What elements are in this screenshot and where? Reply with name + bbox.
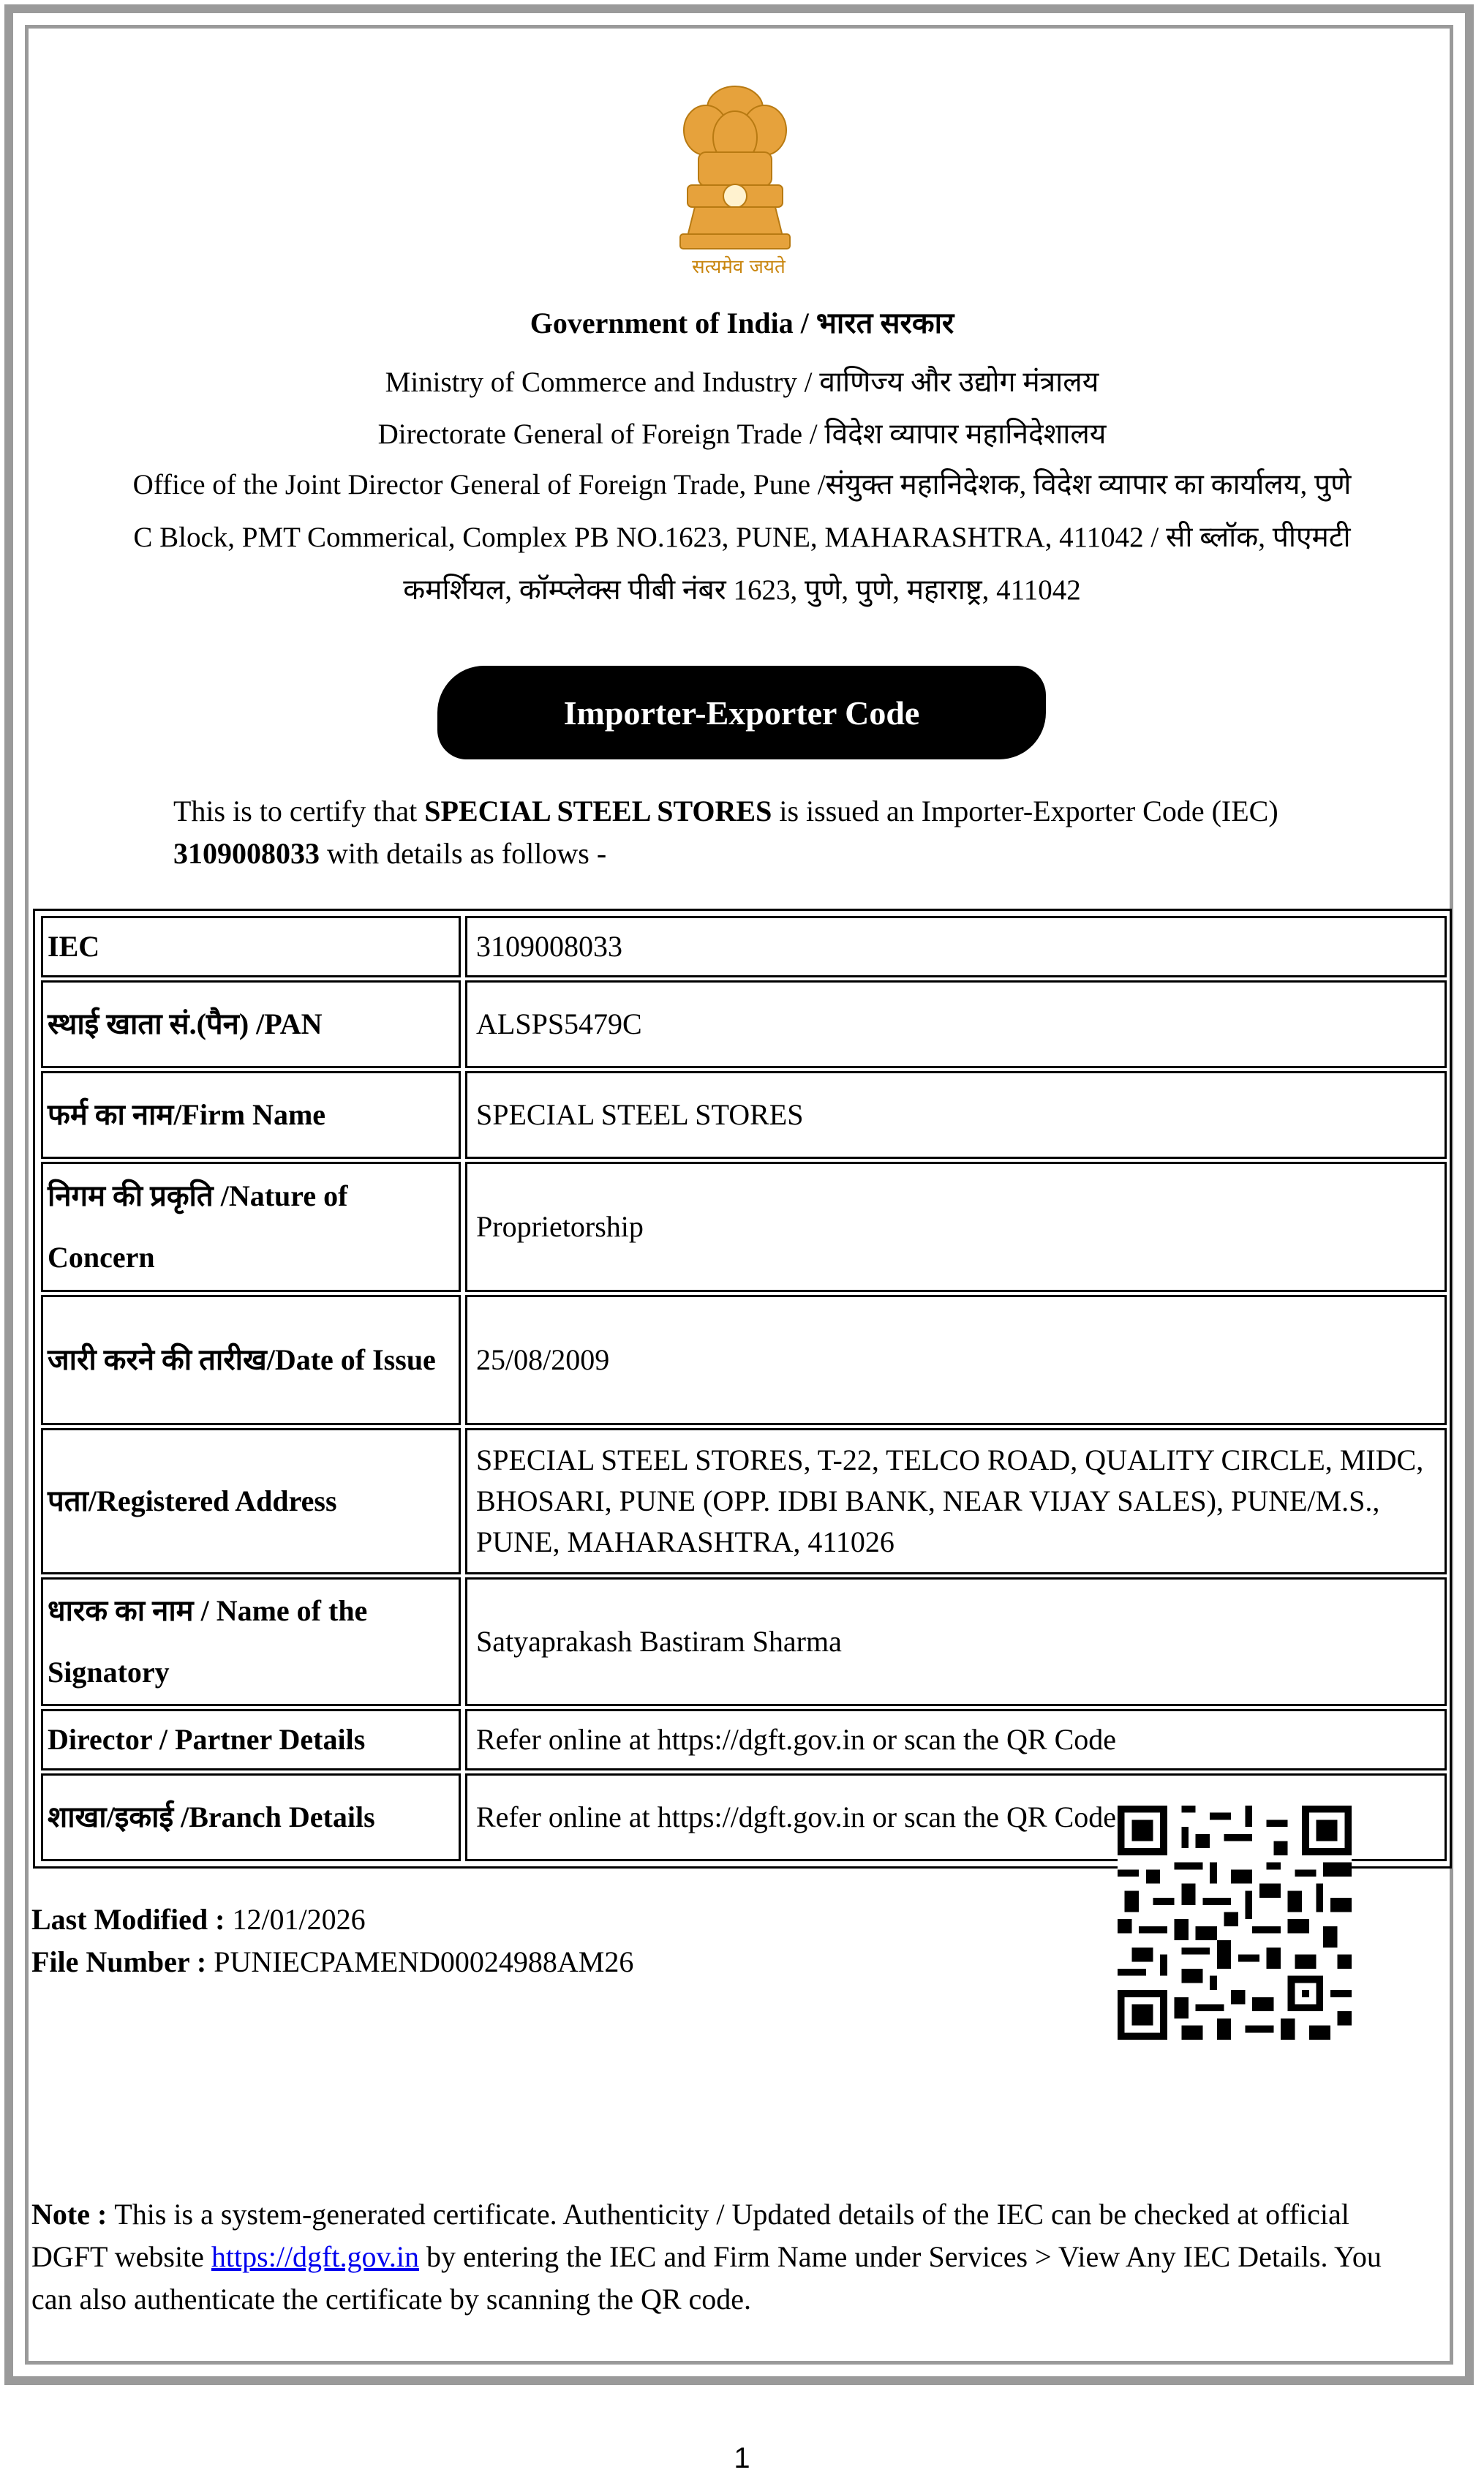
note-text-2: by entering the IEC and Firm Name under Services > View Any IEC Details. You can also authenticate the certificate by scanning the QR code. xyxy=(31,2240,1382,2316)
last-modified-label: Last Modified : xyxy=(31,1903,233,1936)
note-paragraph xyxy=(31,2193,1421,2321)
row-value-signatory-name: Satyaprakash Bastiram Sharma xyxy=(465,1577,1447,1706)
row-label-nature-of-concern: निगम की प्रकृति /Nature of Concern xyxy=(41,1162,461,1292)
government-title: Government of India / भारत सरकार xyxy=(530,307,954,339)
note-label: Note : xyxy=(31,2198,115,2231)
office-line: Office of the Joint Director General of Foreign Trade, Pune /संयुक्त महानिदेशक, विदेश व्यापार का कार्यालय, पुणे xyxy=(132,469,1352,500)
page-number: 1 xyxy=(734,2442,750,2474)
row-label-date-of-issue: जारी करने की तारीख/Date of Issue xyxy=(41,1295,461,1425)
office-address-line-1: C Block, PMT Commerical, Complex PB NO.1623, PUNE, MAHARASHTRA, 411042 / सी ब्लॉक, पीएमटी xyxy=(133,522,1351,553)
row-label-director-details: Director / Partner Details xyxy=(41,1709,461,1770)
document-title-banner xyxy=(437,666,1046,759)
office-address-line-2: कमर्शियल, कॉम्प्लेक्स पीबी नंबर 1623, पुणे, पुणे, महाराष्ट्र, 411042 xyxy=(403,574,1081,606)
certify-firm-name: SPECIAL STEEL STORES xyxy=(424,795,772,827)
certify-iec-number: 3109008033 xyxy=(173,837,320,870)
note-text-1: This is a system-generated certificate. Authenticity / Updated details of the IEC can be checked at official DGFT website xyxy=(31,2198,1349,2273)
row-value-pan: ALSPS5479C xyxy=(465,980,1447,1068)
file-number xyxy=(31,1945,633,1979)
row-value-firm-name: SPECIAL STEEL STORES xyxy=(465,1071,1447,1159)
row-label-pan: स्थाई खाता सं.(पैन) /PAN xyxy=(41,980,461,1068)
row-label-firm-name: फर्म का नाम/Firm Name xyxy=(41,1071,461,1159)
row-value-branch-details: Refer online at https://dgft.gov.in or scan the QR Code xyxy=(465,1773,1447,1861)
row-label-registered-address: पता/Registered Address xyxy=(41,1428,461,1574)
row-value-registered-address: SPECIAL STEEL STORES, T-22, TELCO ROAD, QUALITY CIRCLE, MIDC, BHOSARI, PUNE (OPP. IDBI BANK, NEAR VIJAY SALES), PUNE/M.S., PUNE, MAHARASHTRA, 411026 xyxy=(465,1428,1447,1574)
row-label-iec: IEC xyxy=(41,916,461,977)
qr-code-icon[interactable] xyxy=(1118,1806,1352,2040)
dgft-website-link[interactable]: https://dgft.gov.in xyxy=(211,2240,420,2273)
last-modified-value: 12/01/2026 xyxy=(232,1903,366,1936)
certify-prefix: This is to certify that xyxy=(173,795,425,827)
row-value-date-of-issue: 25/08/2009 xyxy=(465,1295,1447,1425)
details-table xyxy=(33,909,1452,1869)
ministry-line: Ministry of Commerce and Industry / वाणिज्य और उद्योग मंत्रालय xyxy=(385,367,1099,398)
certify-middle: is issued an Importer-Exporter Code (IEC) xyxy=(772,795,1278,827)
certification-statement xyxy=(173,790,1285,875)
file-number-label: File Number : xyxy=(31,1945,214,1978)
row-value-nature-of-concern: Proprietorship xyxy=(465,1162,1447,1292)
national-emblem-icon xyxy=(673,64,797,284)
row-value-director-details: Refer online at https://dgft.gov.in or scan the QR Code xyxy=(465,1709,1447,1770)
file-number-value: PUNIECPAMEND00024988AM26 xyxy=(214,1945,634,1978)
certify-suffix: with details as follows - xyxy=(320,837,607,870)
last-modified xyxy=(31,1902,366,1937)
directorate-line: Directorate General of Foreign Trade / विदेश व्यापार महानिदेशालय xyxy=(377,418,1107,450)
document-title: Importer-Exporter Code xyxy=(563,694,920,732)
emblem-motto: सत्यमेव जयते xyxy=(692,256,786,278)
row-value-iec: 3109008033 xyxy=(465,916,1447,977)
row-label-branch-details: शाखा/इकाई /Branch Details xyxy=(41,1773,461,1861)
row-label-signatory-name: धारक का नाम / Name of the Signatory xyxy=(41,1577,461,1706)
